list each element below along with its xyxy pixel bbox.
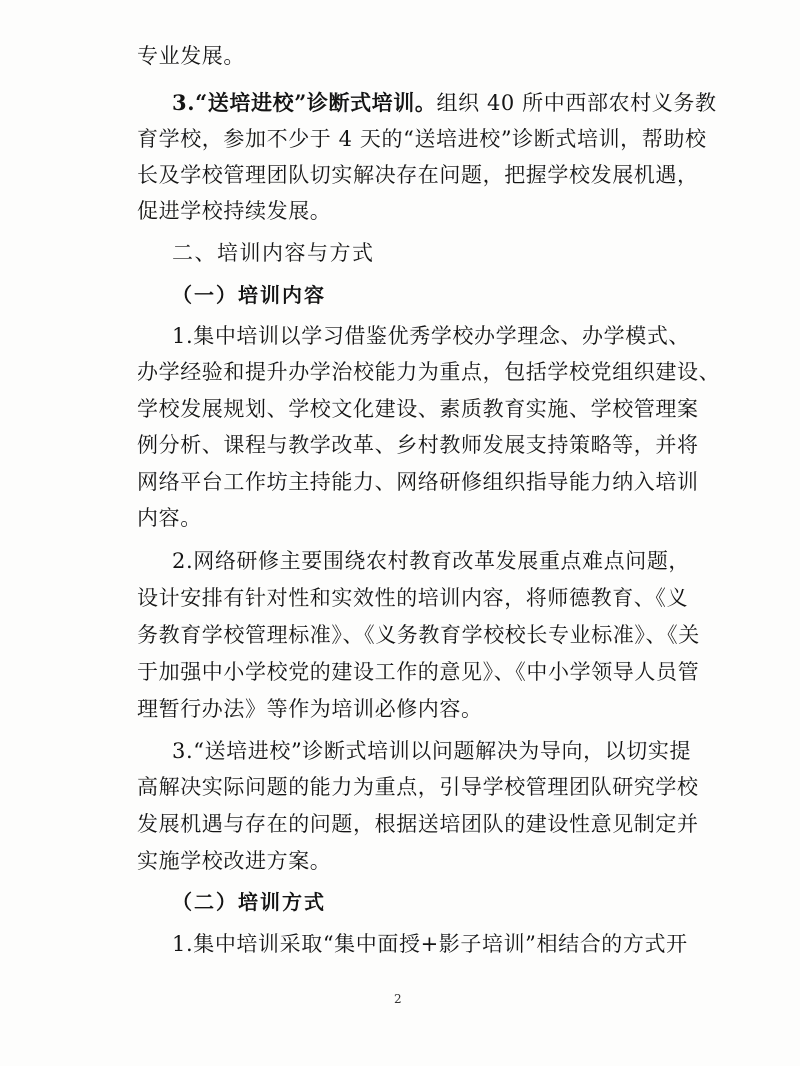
text-line: 1.集中培训以学习借鉴优秀学校办学理念、办学模式、 [172, 324, 691, 348]
text-line: 育学校，参加不少于 4 天的“送培进校”诊断式培训，帮助校 [137, 127, 707, 151]
item-heading: 3.“送培进校”诊断式培训。 [172, 90, 437, 115]
text-line: 长及学校管理团队切实解决存在问题，把握学校发展机遇， [137, 163, 699, 187]
text-line: 促进学校持续发展。 [137, 199, 332, 223]
page-number: 2 [394, 992, 402, 1006]
text-line: 3.“送培进校”诊断式培训以问题解决为导向，以切实提 [172, 739, 692, 763]
text-line: 于加强中小学校党的建设工作的意见》、《中小学领导人员管 [137, 660, 700, 684]
subsection-heading: （二）培训方式 [172, 890, 326, 914]
text-line: 网络平台工作坊主持能力、网络研修组织指导能力纳入培训 [137, 470, 699, 494]
text-line: 1.集中培训采取“集中面授+影子培训”相结合的方式开 [172, 932, 688, 956]
text-line: 内容。 [137, 506, 202, 530]
text-line: 实施学校改进方案。 [137, 849, 332, 873]
text-line: 例分析、课程与教学改革、乡村教师发展支持策略等，并将 [137, 433, 699, 457]
text-line: 发展机遇与存在的问题，根据送培团队的建设性意见制定并 [137, 812, 699, 836]
text-line: 设计安排有针对性和实效性的培训内容，将师德教育、《义 [137, 586, 689, 610]
section-heading: 二、培训内容与方式 [172, 241, 375, 265]
text-line: 办学经验和提升办学治校能力为重点，包括学校党组织建设、 [137, 360, 721, 384]
text-line: 务教育学校管理标准》、《义务教育学校校长专业标准》、《关 [137, 623, 700, 647]
text-line: 专业发展。 [137, 44, 245, 68]
text-line [172, 88, 717, 118]
text-line: 理暂行办法》等作为培训必修内容。 [137, 697, 483, 721]
subsection-heading: （一）培训内容 [172, 283, 326, 307]
item-text: 组织 40 所中西部农村义务教 [436, 91, 717, 115]
text-line: 2.网络研修主要围绕农村教育改革发展重点难点问题， [172, 549, 691, 573]
text-line: 高解决实际问题的能力为重点，引导学校管理团队研究学校 [137, 775, 699, 799]
text-line: 学校发展规划、学校文化建设、素质教育实施、学校管理案 [137, 397, 699, 421]
